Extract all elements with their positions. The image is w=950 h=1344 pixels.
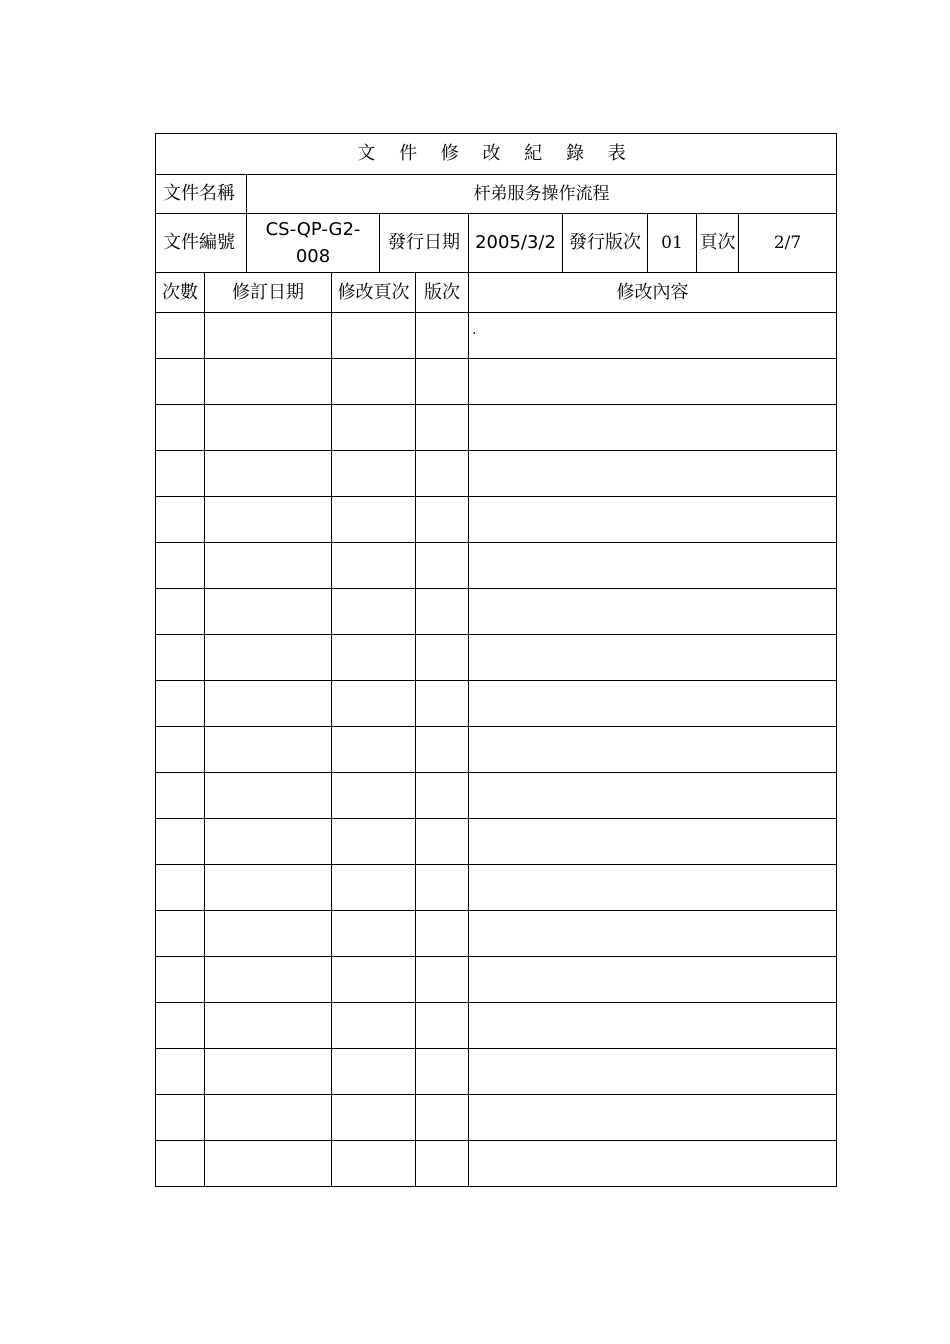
cell-revision-date (205, 451, 332, 497)
cell-revised-page (332, 1095, 416, 1141)
cell-revised-page (332, 819, 416, 865)
log-row (156, 635, 837, 681)
cell-revision-content (469, 911, 837, 957)
cell-count (156, 911, 205, 957)
cell-revised-page (332, 911, 416, 957)
log-row (156, 497, 837, 543)
cell-version (416, 359, 469, 405)
log-row (156, 359, 837, 405)
cell-revision-date (205, 1095, 332, 1141)
cell-revised-page (332, 957, 416, 1003)
cell-version (416, 727, 469, 773)
doc-name-label: 文件名稱 (156, 175, 247, 214)
cell-count (156, 497, 205, 543)
doc-name-value: 杆弟服务操作流程 (247, 175, 837, 214)
cell-revision-content (469, 543, 837, 589)
cell-version (416, 773, 469, 819)
cell-revision-date (205, 497, 332, 543)
cell-version (416, 635, 469, 681)
cell-version (416, 681, 469, 727)
cell-version (416, 405, 469, 451)
cell-version (416, 865, 469, 911)
cell-revised-page (332, 773, 416, 819)
cell-revised-page (332, 865, 416, 911)
form-title: 文 件 修 改 紀 錄 表 (156, 134, 837, 175)
cell-revised-page (332, 1049, 416, 1095)
doc-no-value-line1: CS-QP-G2- (265, 219, 361, 240)
log-row (156, 957, 837, 1003)
cell-count (156, 1003, 205, 1049)
cell-revised-page (332, 727, 416, 773)
cell-version (416, 957, 469, 1003)
log-row (156, 819, 837, 865)
log-row (156, 1003, 837, 1049)
cell-count (156, 1095, 205, 1141)
revision-record-table (155, 133, 837, 1187)
col-header-count: 次數 (156, 273, 205, 313)
cell-revision-date (205, 635, 332, 681)
log-row (156, 865, 837, 911)
cell-version (416, 589, 469, 635)
log-row (156, 451, 837, 497)
cell-revised-page (332, 543, 416, 589)
cell-revised-page (332, 635, 416, 681)
cell-count (156, 681, 205, 727)
cell-revision-content (469, 727, 837, 773)
log-row (156, 727, 837, 773)
col-header-revision-date: 修訂日期 (205, 273, 332, 313)
cell-version (416, 911, 469, 957)
cell-revision-content (469, 773, 837, 819)
cell-count (156, 313, 205, 359)
doc-no-label: 文件編號 (156, 214, 247, 273)
cell-version (416, 1049, 469, 1095)
cell-version (416, 1095, 469, 1141)
cell-count (156, 451, 205, 497)
cell-revision-content: . (469, 313, 837, 359)
cell-count (156, 1141, 205, 1187)
log-row (156, 681, 837, 727)
issue-version-value: 01 (648, 214, 697, 273)
cell-count (156, 957, 205, 1003)
col-header-revised-page: 修改頁次 (332, 273, 416, 313)
doc-no-value (247, 214, 380, 273)
cell-revision-content (469, 451, 837, 497)
log-header-row (156, 273, 837, 313)
cell-version (416, 543, 469, 589)
cell-revision-content (469, 1003, 837, 1049)
log-row (156, 313, 837, 359)
cell-revision-content (469, 359, 837, 405)
cell-revised-page (332, 359, 416, 405)
page-value: 2/7 (739, 214, 837, 273)
log-row (156, 543, 837, 589)
cell-count (156, 589, 205, 635)
cell-count (156, 405, 205, 451)
cell-count (156, 543, 205, 589)
cell-count (156, 727, 205, 773)
log-row (156, 405, 837, 451)
cell-revision-content (469, 819, 837, 865)
cell-revision-content (469, 865, 837, 911)
cell-revised-page (332, 681, 416, 727)
cell-count (156, 819, 205, 865)
cell-revision-date (205, 681, 332, 727)
issue-date-value: 2005/3/2 (469, 214, 563, 273)
cell-count (156, 1049, 205, 1095)
cell-version (416, 451, 469, 497)
cell-revision-content (469, 497, 837, 543)
cell-version (416, 1003, 469, 1049)
cell-revised-page (332, 497, 416, 543)
cell-count (156, 635, 205, 681)
cell-revision-date (205, 543, 332, 589)
cell-revision-content (469, 1141, 837, 1187)
log-row (156, 773, 837, 819)
cell-revision-date (205, 405, 332, 451)
cell-version (416, 313, 469, 359)
log-row (156, 1141, 837, 1187)
cell-revision-date (205, 957, 332, 1003)
cell-revision-date (205, 313, 332, 359)
revision-record-form (155, 133, 836, 1194)
cell-revision-date (205, 911, 332, 957)
cell-count (156, 359, 205, 405)
cell-revision-content (469, 681, 837, 727)
cell-revision-date (205, 359, 332, 405)
col-header-revision-content: 修改內容 (469, 273, 837, 313)
cell-revision-date (205, 819, 332, 865)
cell-version (416, 497, 469, 543)
cell-version (416, 1141, 469, 1187)
cell-revision-date (205, 727, 332, 773)
cell-count (156, 773, 205, 819)
issue-version-label: 發行版次 (563, 214, 648, 273)
doc-no-value-line2: 008 (295, 246, 331, 267)
cell-revision-date (205, 1003, 332, 1049)
page-label: 頁次 (697, 214, 739, 273)
cell-revision-content (469, 405, 837, 451)
cell-revised-page (332, 589, 416, 635)
cell-revised-page (332, 1141, 416, 1187)
cell-revision-content (469, 635, 837, 681)
log-row (156, 589, 837, 635)
cell-revised-page (332, 451, 416, 497)
log-row (156, 1049, 837, 1095)
issue-date-label: 發行日期 (380, 214, 469, 273)
cell-revision-date (205, 773, 332, 819)
cell-revision-content (469, 589, 837, 635)
log-row (156, 911, 837, 957)
cell-revised-page (332, 313, 416, 359)
cell-version (416, 819, 469, 865)
cell-revision-date (205, 1049, 332, 1095)
cell-revised-page (332, 405, 416, 451)
cell-revision-content (469, 1049, 837, 1095)
cell-revision-date (205, 589, 332, 635)
cell-revision-content (469, 957, 837, 1003)
cell-count (156, 865, 205, 911)
cell-revision-date (205, 1141, 332, 1187)
cell-revision-content (469, 1095, 837, 1141)
log-row (156, 1095, 837, 1141)
cell-revised-page (332, 1003, 416, 1049)
col-header-version: 版次 (416, 273, 469, 313)
cell-revision-date (205, 865, 332, 911)
